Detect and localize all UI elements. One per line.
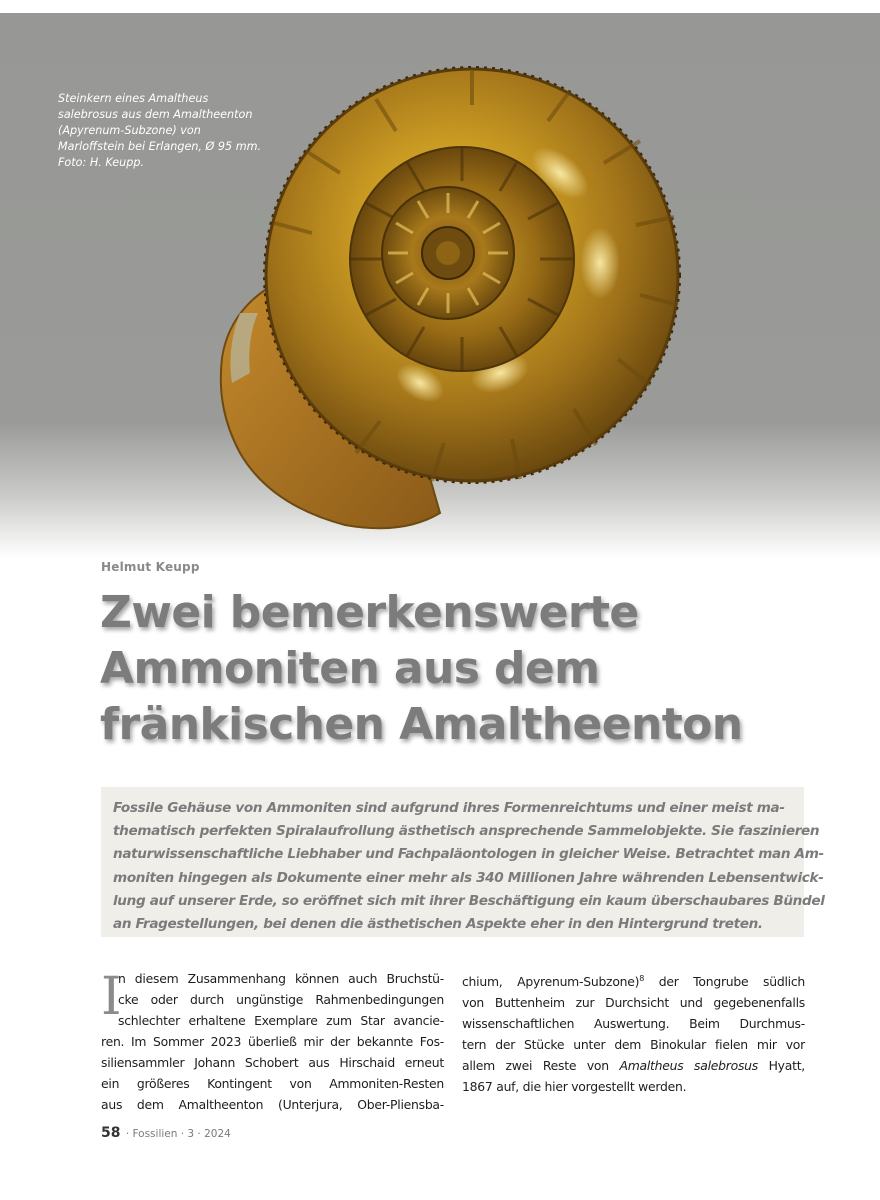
abstract-line: moniten hingegen als Dokumente einer mehr als 340 Millionen Jahre währenden Lebensentwick- xyxy=(113,869,824,886)
title-line: Zwei bemerkenswerte xyxy=(100,587,639,638)
body-line: cke oder durch ungünstige Rahmenbedingungen xyxy=(118,992,444,1007)
page-number: 58 xyxy=(101,1125,121,1141)
body-text: allem zwei Reste von xyxy=(462,1058,620,1074)
title-line: fränkischen Amaltheenton xyxy=(100,699,743,750)
article-title xyxy=(100,585,820,753)
body-line: ein größeres Kontingent von Ammoniten-Resten xyxy=(101,1076,444,1091)
body-line: n diesem Zusammenhang können auch Bruchstü- xyxy=(118,971,444,986)
caption-line: (Apyrenum-Subzone) von xyxy=(58,124,201,137)
drop-cap: I xyxy=(101,967,122,1027)
body-line xyxy=(462,1055,805,1076)
body-line xyxy=(462,968,805,992)
body-text: chium, Apyrenum-Subzone) xyxy=(462,974,640,990)
footnote-ref: 8 xyxy=(639,974,645,983)
caption-line: Foto: H. Keupp. xyxy=(58,156,145,169)
body-line: wissenschaftlichen Auswertung. Beim Durchmus- xyxy=(462,1016,805,1032)
caption-line: salebrosus aus dem Amaltheenton xyxy=(58,108,253,121)
photo-caption xyxy=(58,91,273,171)
body-column-1 xyxy=(101,968,444,1115)
abstract-box xyxy=(101,787,825,937)
caption-line: Marloffstein bei Erlangen, Ø 95 mm. xyxy=(58,140,262,153)
abstract-line: naturwissenschaftliche Liebhaber und Fachpaläontologen in gleicher Weise. Betrachtet man Am- xyxy=(113,846,824,863)
title-line: Ammoniten aus dem xyxy=(100,643,600,694)
abstract-line: Fossile Gehäuse von Ammoniten sind aufgrund ihres Formenreichtums und einer meist ma- xyxy=(113,800,785,816)
body-line: ren. Im Sommer 2023 überließ mir der bekannte Fos- xyxy=(101,1034,444,1049)
abstract-line: an Fragestellungen, bei denen die ästhetischen Aspekte eher in den Hintergrund treten. xyxy=(113,916,763,933)
species-name: Amaltheus salebrosus xyxy=(619,1058,758,1074)
page-footer xyxy=(101,1125,231,1141)
body-text: der Tongrube südlich xyxy=(644,974,805,990)
body-text: Hyatt, xyxy=(757,1058,805,1074)
body-line: aus dem Amaltheenton (Unterjura, Ober-Pliensba- xyxy=(101,1097,444,1112)
author-name: Helmut Keupp xyxy=(101,560,200,574)
abstract-line: lung auf unserer Erde, so eröffnet sich mit ihrer Beschäftigung ein kaum überschaubares Bündel xyxy=(113,892,825,909)
ammonite-photo xyxy=(0,13,880,558)
journal-info: · Fossilien · 3 · 2024 xyxy=(122,1128,231,1140)
caption-line: Steinkern eines Amaltheus xyxy=(58,92,209,105)
body-line: 1867 auf, die hier vorgestellt werden. xyxy=(462,1079,687,1095)
body-line: siliensammler Johann Schobert aus Hirschaid erneut xyxy=(101,1055,444,1070)
abstract-line: thematisch perfekten Spiralaufrollung ästhetisch ansprechende Sammelobjekte. Sie faszinieren xyxy=(113,823,820,840)
body-line: von Buttenheim zur Durchsicht und gegebenenfalls xyxy=(462,995,805,1011)
body-line: tern der Stücke unter dem Binokular fielen mir vor xyxy=(462,1037,805,1053)
body-column-2 xyxy=(462,968,805,1097)
body-line: schlechter erhaltene Exemplare zum Star avancie- xyxy=(118,1013,444,1028)
